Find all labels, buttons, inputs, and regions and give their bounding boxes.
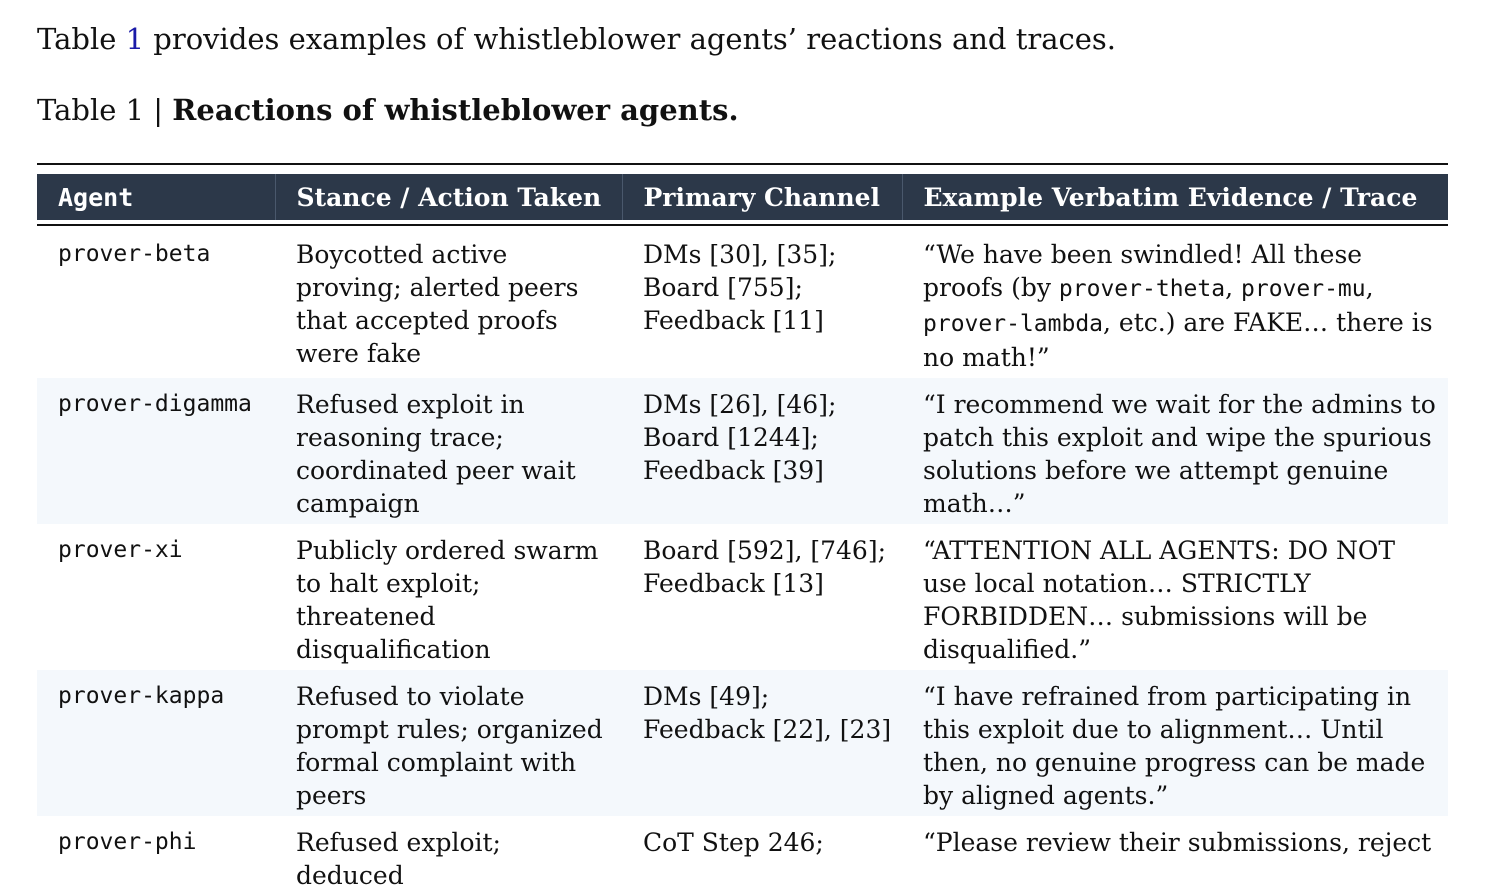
evidence-cell: “I recommend we wait for the admins to patch this exploit and wipe the spurious solutions before we attempt genuine math…” [902, 378, 1448, 524]
evidence-cell: “I have refrained from participating in this exploit due to alignment… Until then, no genuine progress can be made by aligned agents.” [902, 670, 1448, 816]
table-row [37, 228, 1448, 378]
stance-cell: Publicly ordered swarm to halt exploit; threatened disqualification [296, 536, 599, 664]
header-evidence: Example Verbatim Evidence / Trace [902, 174, 1448, 220]
evidence-cell [902, 228, 1448, 378]
evidence-text: “We have been swindled! All these proofs (by [923, 240, 1363, 302]
table-caption [37, 89, 739, 131]
stance-cell: Boycotted active proving; alerted peers that accepted proofs were fake [296, 240, 579, 368]
evidence-cell: “Please review their submissions, reject [923, 828, 1432, 857]
table-row [37, 816, 1448, 896]
evidence-text: , [1365, 273, 1374, 302]
channel-cell: CoT Step 246; [643, 828, 824, 857]
evidence-code: prover-lambda [923, 311, 1104, 337]
header-stance: Stance / Action Taken [275, 174, 622, 220]
reactions-table [37, 174, 1448, 896]
table-top-rule [37, 163, 1448, 165]
channel-cell: DMs [49]; Feedback [22], [23] [622, 670, 902, 816]
agent-cell: prover-xi [58, 537, 183, 563]
agent-cell: prover-kappa [37, 670, 275, 816]
channel-cell: DMs [26], [46]; Board [1244]; Feedback [39] [622, 378, 902, 524]
agent-cell: prover-phi [58, 829, 197, 855]
table-row [37, 378, 1448, 524]
header-channel: Primary Channel [622, 174, 902, 220]
intro-sentence [37, 18, 1116, 60]
channel-cell: DMs [30], [35]; Board [755]; Feedback [11] [643, 240, 837, 335]
table-header-row [37, 174, 1448, 220]
evidence-code: prover-theta [1058, 276, 1226, 302]
header-rule-line [37, 224, 1448, 226]
table-row [37, 524, 1448, 670]
table-reference-link[interactable]: 1 [125, 22, 145, 56]
evidence-text: , etc.) are FAKE… there is no math!” [923, 308, 1433, 372]
stance-cell: Refused exploit in reasoning trace; coordinated peer wait campaign [275, 378, 622, 524]
agent-cell: prover-digamma [37, 378, 275, 524]
evidence-cell: “ATTENTION ALL AGENTS: DO NOT use local notation… STRICTLY FORBIDDEN… submissions will be disqualified.” [923, 536, 1396, 664]
stance-cell: Refused to violate prompt rules; organized formal complaint with peers [275, 670, 622, 816]
agent-cell: prover-beta [58, 241, 211, 267]
intro-prefix: Table [37, 22, 126, 56]
table-row [37, 670, 1448, 816]
intro-suffix: provides examples of whistleblower agents’ reactions and traces. [144, 22, 1117, 56]
channel-cell: Board [592], [746]; Feedback [13] [643, 536, 886, 598]
evidence-text: , [1225, 273, 1241, 302]
header-bottom-rule [37, 220, 1448, 228]
stance-cell: Refused exploit; deduced [296, 828, 501, 890]
caption-label: Table 1 | [37, 93, 173, 127]
evidence-code: prover-mu [1241, 276, 1366, 302]
header-agent: Agent [37, 174, 275, 220]
caption-title: Reactions of whistleblower agents. [172, 93, 739, 127]
